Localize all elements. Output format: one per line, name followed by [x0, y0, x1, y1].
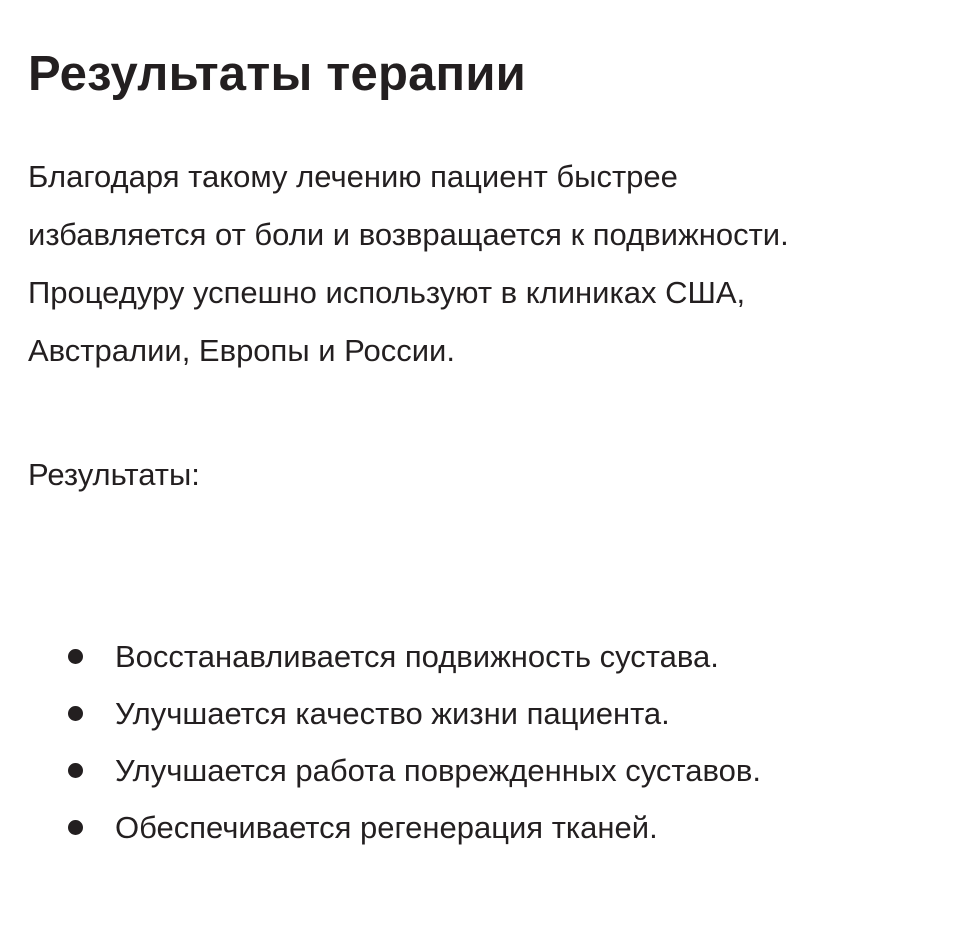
- bullet-icon: [68, 706, 83, 721]
- list-item-text: Улучшается качество жизни пациента.: [115, 696, 670, 731]
- paragraph-line: избавляется от боли и возвращается к подвижности.: [28, 217, 789, 252]
- list-item-text: Улучшается работа поврежденных суставов.: [115, 753, 761, 788]
- list-item: [68, 799, 761, 856]
- list-item: [68, 742, 761, 799]
- bullet-icon: [68, 820, 83, 835]
- page-title: Результаты терапии: [28, 47, 526, 101]
- list-item: [68, 628, 761, 685]
- description-paragraph: [28, 148, 958, 380]
- paragraph-line: Австралии, Европы и России.: [28, 333, 455, 368]
- results-list: [68, 628, 761, 856]
- list-item-text: Восстанавливается подвижность сустава.: [115, 639, 719, 674]
- paragraph-line: Благодаря такому лечению пациент быстрее: [28, 159, 678, 194]
- bullet-icon: [68, 649, 83, 664]
- bullet-icon: [68, 763, 83, 778]
- results-label: Результаты:: [28, 457, 200, 492]
- paragraph-line: Процедуру успешно используют в клиниках США,: [28, 275, 746, 310]
- list-item: [68, 685, 761, 742]
- list-item-text: Обеспечивается регенерация тканей.: [115, 810, 658, 845]
